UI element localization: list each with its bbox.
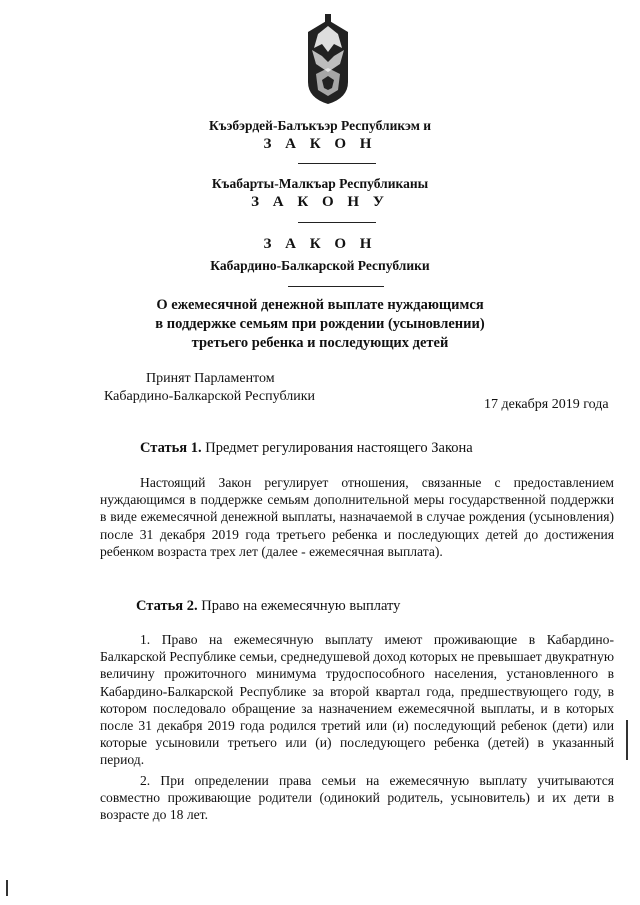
law-title-kabardian: З А К О Н [263,136,377,152]
coat-of-arms-icon [304,12,352,106]
article-2-title: Право на ежемесячную выплату [201,598,401,614]
adopted-by-parliament: Кабардино-Балкарской Республики [104,389,315,404]
law-title-line: третьего ребенка и последующих детей [191,335,449,351]
scan-mark [626,720,628,760]
republic-name-russian: Кабардино-Балкарской Республики [210,258,430,273]
article-2-paragraph-1: 1. Право на ежемесячную выплату имеют проживающие в Кабардино-Балкарской Республике семьи, среднедушевой доход которых не превышает двукратную величину прожиточного минимума трудоспособного населения, установленного в Кабардино-Балкарской Республике за второй квартал года, предшествующего году, в котором последовало обращение за назначением ежемесячной выплаты, и в которых после 31 декабря 2019 года родился третий или (и) последующий ребенок (дети) или которые усыновили третьего или (и) последующего ребенка (детей) в указанный период. [100,632,614,768]
law-title-russian: З А К О Н [263,236,377,252]
article-1-label: Статья 1. [140,440,202,456]
article-2-label: Статья 2. [136,598,198,614]
adopted-by: Принят Парламентом [146,371,275,386]
article-2-paragraph-2: 2. При определении права семьи на ежемесячную выплату учитываются совместно проживающие родители (одинокий родитель, усыновитель) и их дети в возрасте до 18 лет. [100,773,614,823]
republic-name-kabardian: Къэбэрдей-Балъкъэр Республикэм и [208,118,432,133]
republic-name-balkar: Къабарты-Малкъар Республиканы [211,176,429,191]
article-1-heading [140,440,473,457]
law-title-balkar: З А К О Н У [251,194,389,210]
article-1-text: Настоящий Закон регулирует отношения, связанные с предоставлением нуждающимся в поддержке семьям дополнительной меры государственной поддержки в виде ежемесячной денежной выплаты, назначаемой в случае рождения (усыновления) после 31 декабря 2019 года третьего ребенка и последующих детей до достижения ребенком возраста трех лет (далее - ежемесячная выплата). [100,475,614,559]
divider-2 [298,222,376,223]
divider-3 [288,286,384,287]
law-title-line: О ежемесячной денежной выплате нуждающимся [156,297,484,313]
article-2-heading [136,598,400,615]
divider-1 [298,163,376,164]
law-title-line: в поддержке семьям при рождении (усыновлении) [155,316,485,332]
law-title [0,296,640,353]
scan-mark [6,880,8,896]
adoption-date: 17 декабря 2019 года [484,397,609,412]
article-1-title: Предмет регулирования настоящего Закона [205,440,473,456]
